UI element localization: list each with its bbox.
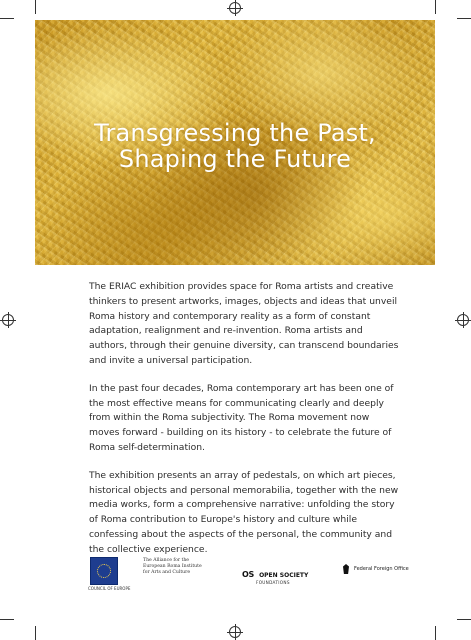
osf-mark-icon: OS — [242, 570, 254, 579]
crop-mark — [435, 626, 436, 640]
eriac-alliance-logo — [143, 558, 202, 576]
exhibition-description — [89, 280, 399, 571]
eu-stars-icon — [97, 564, 111, 578]
paragraph-exhibition: The exhibition presents an array of pedestals, on which art pieces, historical objects and personal memorabilia, together with the new media works, form a comprehensive narrative: unfolding the story of Roma contribution to Europe's history and culture while confessing about the aspects of the personal, the community and the collective experience. — [89, 469, 399, 555]
open-society-foundations-logo — [242, 562, 308, 585]
registration-mark-icon — [2, 314, 14, 326]
cover-title-line-2: Shaping the Future — [118, 145, 352, 173]
cover-title — [35, 120, 435, 172]
crop-mark — [35, 626, 36, 640]
alliance-line-1: The Alliance for the — [143, 558, 190, 563]
crop-mark — [0, 18, 14, 19]
gold-foil-cover-image — [35, 20, 435, 265]
crop-mark — [457, 18, 471, 19]
alliance-line-3: for Arts and Culture — [143, 570, 191, 575]
alliance-line-2: European Roma Institute — [143, 564, 202, 569]
crop-mark — [0, 619, 14, 620]
crop-mark — [457, 619, 471, 620]
federal-foreign-office-name: Federal Foreign Office — [354, 566, 409, 572]
paragraph-history: In the past four decades, Roma contemporary art has been one of the most effective means for communicating clearly and deeply from within the Roma subjectivity. The Roma movement now moves forward - building on its history - to celebrate the future of Roma self-determination. — [89, 382, 394, 453]
council-of-europe-logo — [90, 557, 118, 585]
paragraph-intro: The ERIAC exhibition provides space for Roma artists and creative thinkers to present artworks, images, objects and ideas that unveil Roma history and contemporary reality as a form of constant adaptation, realignment and re-invention. Roma artists and authors, through their genuine diversity, can transcend boundaries and invite a universal participation. — [89, 281, 399, 366]
osf-name: OPEN SOCIETY — [259, 572, 309, 579]
federal-eagle-icon — [343, 564, 349, 574]
osf-subtitle: FOUNDATIONS — [256, 580, 290, 585]
federal-foreign-office-logo — [343, 564, 409, 574]
registration-mark-icon — [229, 2, 241, 14]
crop-mark — [435, 0, 436, 14]
partner-logos — [0, 550, 471, 600]
council-of-europe-caption: COUNCIL OF EUROPE — [88, 586, 131, 591]
registration-mark-icon — [229, 626, 241, 638]
cover-title-line-1: Transgressing the Past, — [94, 119, 376, 147]
crop-mark — [35, 0, 36, 14]
registration-mark-icon — [457, 314, 469, 326]
